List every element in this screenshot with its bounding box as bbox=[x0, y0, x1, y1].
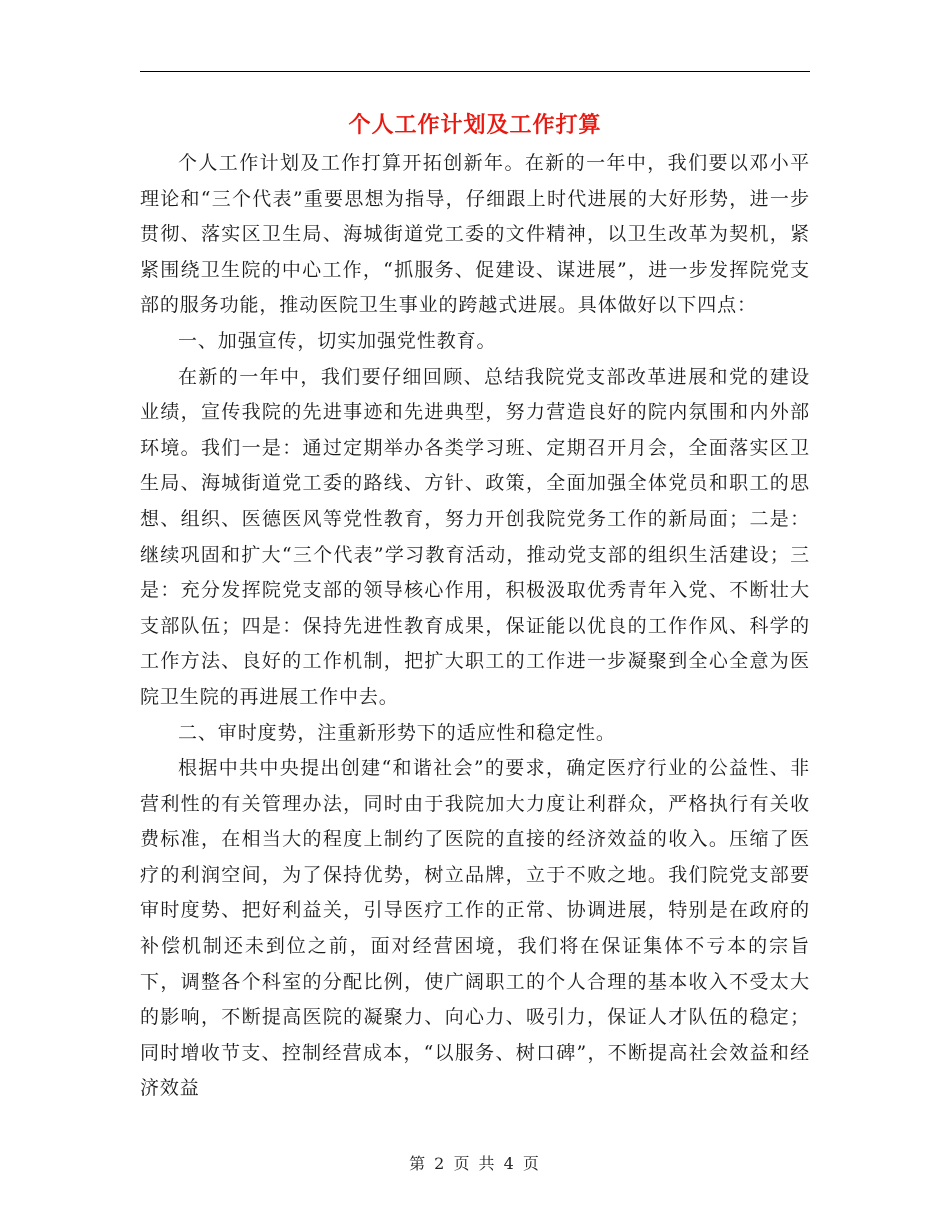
page-number-footer: 第 2 页 共 4 页 bbox=[409, 1154, 541, 1173]
header-rule bbox=[140, 71, 810, 72]
paragraph-section-2: 根据中共中央提出创建“和谐社会”的要求，确定医疗行业的公益性、非营利性的有关管理办法，同时由于我院加大力度让利群众，严格执行有关收费标准，在相当大的程度上制约了医院的直接的经济效益的收入。压缩了医疗的利润空间，为了保持优势，树立品牌，立于不败之地。我们院党支部要审时度势、把好利益关，引导医疗工作的正常、协调进展，特别是在政府的补偿机制还未到位之前，面对经营困境，我们将在保证集体不亏本的宗旨下，调整各个科室的分配比例，使广阔职工的个人合理的基本收入不受太大的影响，不断提高医院的凝聚力、向心力、吸引力，保证人才队伍的稳定；同时增收节支、控制经营成本，“以服务、树口碑”，不断提高社会效益和经济效益 bbox=[140, 757, 810, 1100]
document-body bbox=[140, 146, 810, 1107]
document-title: 个人工作计划及工作打算 bbox=[348, 112, 602, 138]
section-heading-2: 二、审时度势，注重新形势下的适应性和稳定性。 bbox=[178, 721, 616, 744]
paragraph-intro: 个人工作计划及工作打算开拓创新年。在新的一年中，我们要以邓小平理论和“三个代表”重要思想为指导，仔细跟上时代进展的大好形势，进一步贯彻、落实区卫生局、海城街道党工委的文件精神，以卫生改革为契机，紧紧围绕卫生院的中心工作，“抓服务、促建设、谋进展”，进一步发挥院党支部的服务功能，推动医院卫生事业的跨越式进展。具体做好以下四点： bbox=[140, 152, 810, 317]
paragraph-section-1: 在新的一年中，我们要仔细回顾、总结我院党支部改革进展和党的建设业绩，宣传我院的先进事迹和先进典型，努力营造良好的院内氛围和内外部环境。我们一是：通过定期举办各类学习班、定期召开月会，全面落实区卫生局、海城街道党工委的路线、方针、政策，全面加强全体党员和职工的思想、组织、医德医风等党性教育，努力开创我院党务工作的新局面；二是：继续巩固和扩大“三个代表”学习教育活动，推动党支部的组织生活建设；三是：充分发挥院党支部的领导核心作用，积极汲取优秀青年入党、不断壮大支部队伍；四是：保持先进性教育成果，保证能以优良的工作作风、科学的工作方法、良好的工作机制，把扩大职工的工作进一步凝聚到全心全意为医院卫生院的再进展工作中去。 bbox=[140, 365, 810, 708]
section-heading-1: 一、加强宣传，切实加强党性教育。 bbox=[178, 329, 497, 352]
